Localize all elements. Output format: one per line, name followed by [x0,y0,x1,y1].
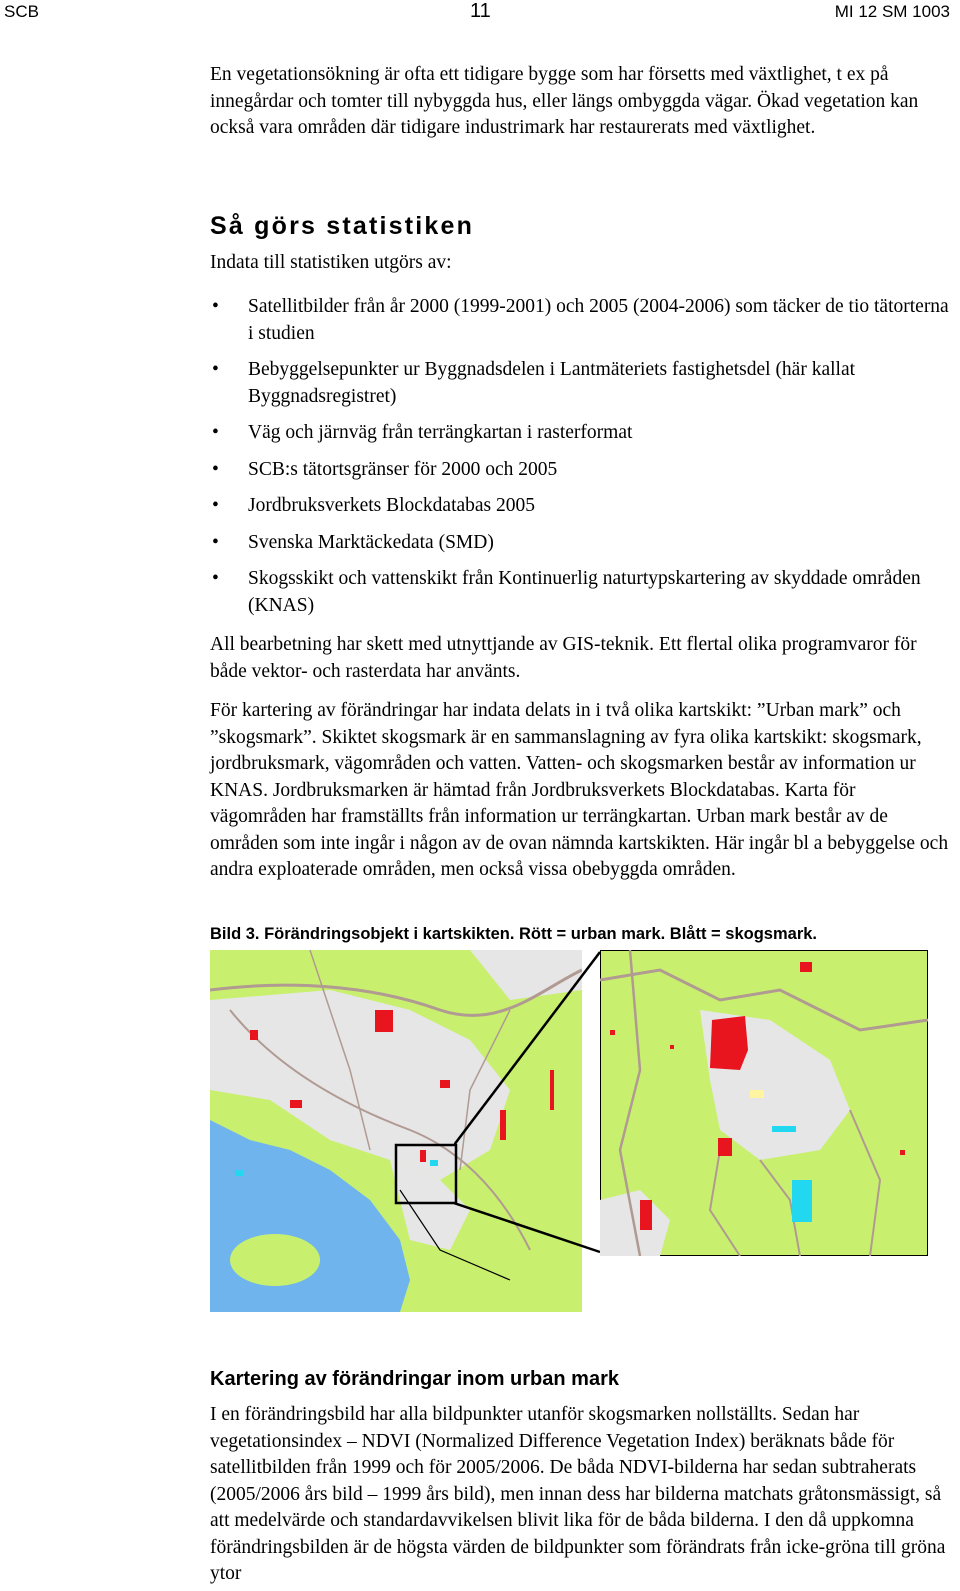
zoomed-map [600,950,928,1256]
list-item-text: Satellitbilder från år 2000 (1999-2001) och 2005 (2004-2006) som täcker de tio tätorterna i studien [248,296,949,344]
list-item [210,457,952,484]
subsection-title: Kartering av förändringar inom urban mark [210,1368,619,1390]
list-item [210,530,952,557]
figure-caption: Bild 3. Förändringsobjekt i kartskikten. Rött = urban mark. Blått = skogsmark. [210,925,817,943]
list-item [210,566,952,619]
intro-paragraph: En vegetationsökning är ofta ett tidigare bygge som har försetts med växtlighet, t ex på innegårdar och tomter till nybyggda hus, eller längs ombyggda vägar. Ökad vegetation kan också vara områden där tidigare industrimark har restaurerats med växtlighet. [210,64,919,138]
list-item-text: Bebyggelsepunkter ur Byggnadsdelen i Lantmäteriets fastighetsdel (här kallat Byggnadsregistret) [248,359,856,407]
list-item-text: Jordbruksverkets Blockdatabas 2005 [248,495,536,516]
list-item-text: Svenska Marktäckedata (SMD) [248,531,494,553]
list-item [210,493,952,520]
bullet-icon: • [212,422,219,443]
kartering-paragraph: För kartering av förändringar har indata delats in i två olika kartskikt: ”Urban mark” och ”skogsmark”. Skiktet skogsmark är en sammanslagning av fyra olika kartskikt: skogsmark, jordbruksmark, vägområden och vatten. Vatten- och skogsmarken består av information ur KNAS. Jordbruksmarken är hämtad från Jordbruksverkets Blockdatabas. Karta för vägområden har framställts från information ur terrängkartan. Urban mark består av de områden som inte ingår i någon av de ovan nämnda kartskikten. Här ingår bl a bebyggelse och andra exploaterade områden, men också vissa obebyggda områden. [210,700,949,880]
gis-paragraph: All bearbetning har skett med utnyttjande av GIS-teknik. Ett flertal olika programvaror för både vektor- och rasterdata har använts. [210,634,917,682]
list-item-text: SCB:s tätortsgränser för 2000 och 2005 [248,458,558,480]
bullet-icon: • [212,568,219,589]
list-item-text: Väg och järnväg från terrängkartan i rasterformat [248,422,633,443]
input-data-list [210,294,952,629]
header-report-id: MI 12 SM 1003 [834,2,950,21]
bullet-icon: • [212,495,219,516]
page-number: 11 [470,0,491,22]
list-item [210,294,952,347]
list-item-text: Skogsskikt och vattenskikt från Kontinuerlig naturtypskartering av skyddade områden (KNAS) [248,568,921,616]
final-paragraph: I en förändringsbild har alla bildpunkter utanför skogsmarken nollställts. Sedan har vegetationsindex – NDVI (Normalized Difference Vegetation Index) beräknats både för satellitbilden från 1999 och för 2005/2006. De båda NDVI-bilderna har sedan subtraherats (2005/2006 års bild – 1999 års bild), men innan dess har bilderna matchats gråtonsmässigt, så att medelvärde och standardavvikelsen blivit lika för de båda bilderna. I den då uppkomna förändringsbilden är de högsta värden de bildpunkter som förändrats från icke-gröna till gröna ytor [210,1404,946,1584]
bullet-icon: • [212,359,219,380]
bullet-icon: • [212,458,219,480]
list-item [210,420,952,447]
bullet-icon: • [212,531,219,553]
list-item [210,357,952,410]
lead-text: Indata till statistiken utgörs av: [210,252,452,273]
bullet-icon: • [212,296,219,317]
header-org: SCB [4,2,39,21]
section-title: Så görs statistiken [210,212,475,240]
